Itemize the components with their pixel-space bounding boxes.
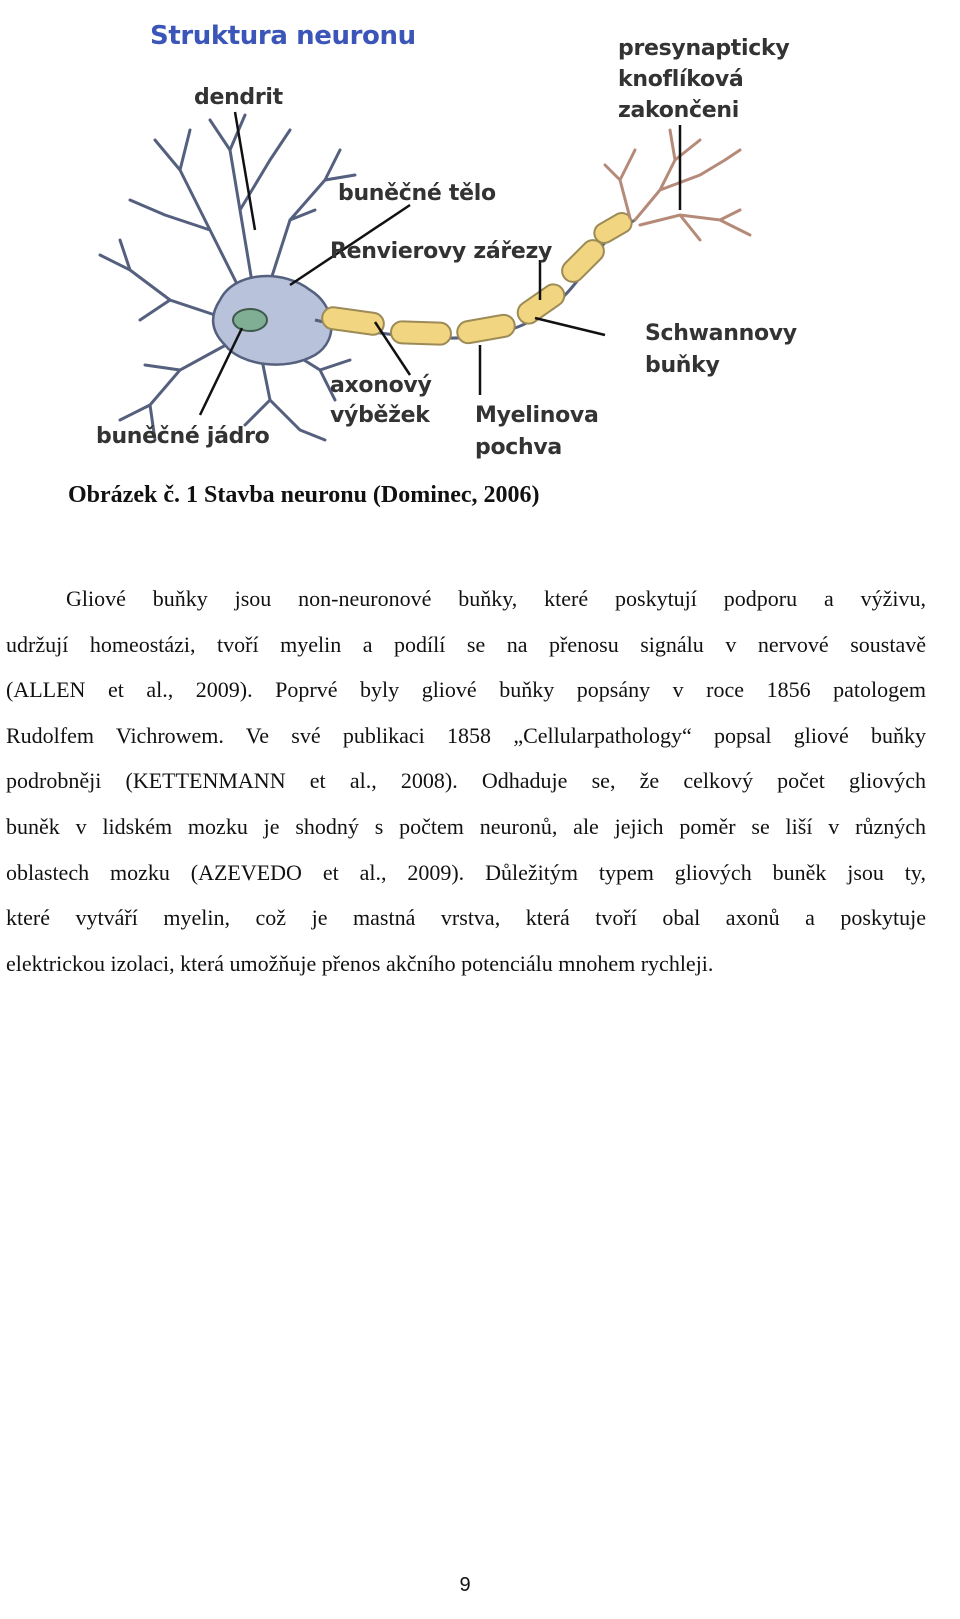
neuron-diagram xyxy=(60,0,820,480)
label-nucleus: buněčné jádro xyxy=(96,424,270,449)
label-dendrite: dendrit xyxy=(194,85,283,110)
paragraph-line: Gliové buňky jsou non-neuronové buňky, které poskytují podporu a výživu, xyxy=(66,586,926,611)
myelin-sheath xyxy=(321,209,636,345)
label-schwann-1: Schwannovy xyxy=(645,321,797,346)
label-presynaptic-2: knoflíková xyxy=(618,67,744,92)
label-myelin-2: pochva xyxy=(475,435,562,460)
paragraph-line: oblastech mozku (AZEVEDO et al., 2009). Důležitým typem gliových buněk jsou ty, xyxy=(6,859,926,885)
figure-title: Struktura neuronu xyxy=(150,21,416,51)
paragraph-line: elektrickou izolaci, která umožňuje přenos akčního potenciálu mnohem rychleji. xyxy=(6,950,714,976)
paragraph-line: které vytváří myelin, což je mastná vrstva, která tvoří obal axonů a poskytuje xyxy=(6,905,926,931)
cell-nucleus xyxy=(233,309,267,331)
label-cell-body: buněčné tělo xyxy=(338,181,496,206)
paragraph-line: buněk v lidském mozku je shodný s počtem neuronů, ale jejich poměr se liší v různých xyxy=(6,813,926,839)
label-ranvier: Renvierovy zářezy xyxy=(330,239,553,264)
label-presynaptic-3: zakončeni xyxy=(618,98,739,123)
paragraph-line: udržují homeostázi, tvoří myelin a podílí se na přenosu signálu v nervové soustavě xyxy=(6,631,926,657)
label-axon-1: axonový xyxy=(330,373,432,398)
label-presynaptic-1: presynapticky xyxy=(618,36,790,61)
label-myelin-1: Myelinova xyxy=(475,403,599,428)
paragraph-line: Rudolfem Vichrowem. Ve své publikaci 1858 „Cellularpathology“ popsal gliové buňky xyxy=(6,722,926,748)
paragraph-line: (ALLEN et al., 2009). Poprvé byly gliové buňky popsány v roce 1856 patologem xyxy=(6,677,926,703)
paragraph xyxy=(6,576,926,986)
paragraph-line: podrobněji (KETTENMANN et al., 2008). Odhaduje se, že celkový počet gliových xyxy=(6,768,926,794)
label-axon-2: výběžek xyxy=(330,403,430,428)
figure-caption: Obrázek č. 1 Stavba neuronu (Dominec, 2006) xyxy=(68,482,540,508)
label-schwann-2: buňky xyxy=(645,353,720,378)
dendrites xyxy=(100,115,355,440)
page-number: 9 xyxy=(459,1574,471,1596)
neuron-figure xyxy=(60,0,820,480)
